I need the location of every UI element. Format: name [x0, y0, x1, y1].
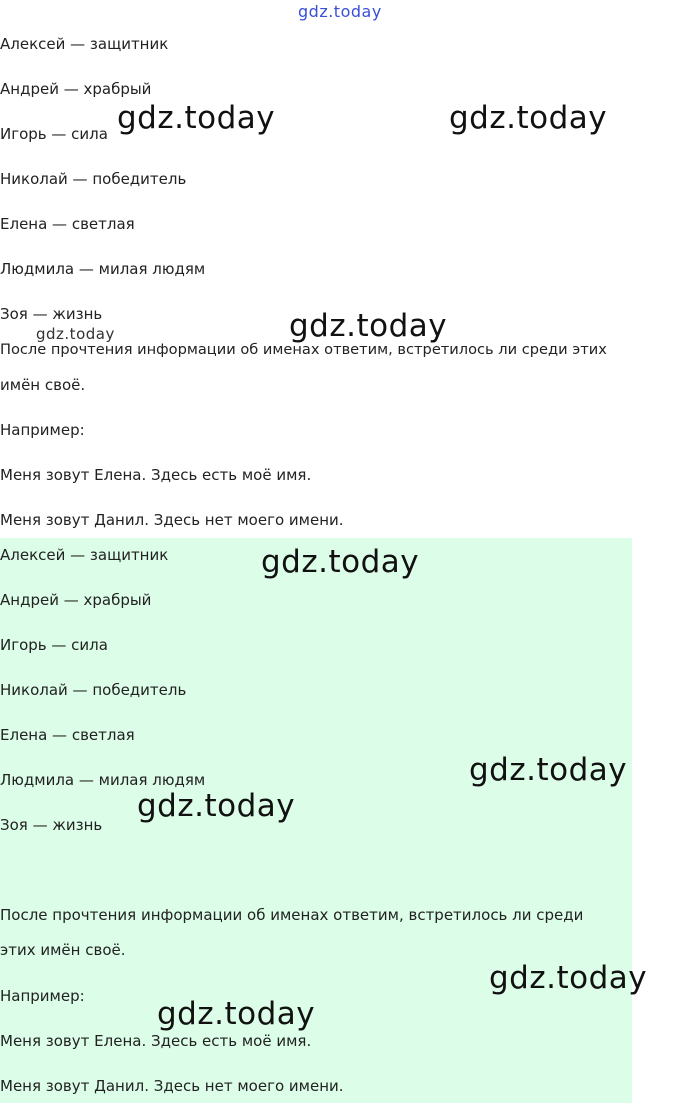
answer-name-line-1: Алексей — защитник — [0, 546, 169, 564]
answer-block — [0, 538, 632, 1103]
answer-name-line-4: Николай — победитель — [0, 681, 187, 699]
watermark-5: gdz.today — [469, 752, 628, 788]
task-question-line-2: имён своё. — [0, 376, 86, 394]
task-name-line-1: Алексей — защитник — [0, 35, 169, 53]
answer-name-line-6: Людмила — милая людям — [0, 771, 206, 789]
task-name-line-2: Андрей — храбрый — [0, 80, 152, 98]
task-name-line-6: Людмила — милая людям — [0, 260, 206, 278]
answer-example-2: Меня зовут Данил. Здесь нет моего имени. — [0, 1077, 344, 1095]
task-example-1: Меня зовут Елена. Здесь есть моё имя. — [0, 466, 312, 484]
answer-question-line-1: После прочтения информации об именах ответим, встретилось ли среди — [0, 906, 584, 924]
task-example-2: Меня зовут Данил. Здесь нет моего имени. — [0, 511, 344, 529]
answer-example-1: Меня зовут Елена. Здесь есть моё имя. — [0, 1032, 312, 1050]
task-name-line-4: Николай — победитель — [0, 170, 187, 188]
watermark-top: gdz.today — [298, 2, 382, 21]
watermark-8: gdz.today — [157, 996, 316, 1032]
task-question-line-1: После прочтения информации об именах ответим, встретилось ли среди этих — [0, 341, 607, 358]
answer-example-label: Например: — [0, 987, 85, 1005]
task-example-label: Например: — [0, 421, 85, 439]
answer-name-line-5: Елена — светлая — [0, 726, 135, 744]
watermark-7: gdz.today — [489, 960, 648, 996]
answer-name-line-3: Игорь — сила — [0, 636, 108, 654]
watermark-6: gdz.today — [137, 788, 296, 824]
answer-name-line-2: Андрей — храбрый — [0, 591, 152, 609]
task-name-line-3: Игорь — сила — [0, 125, 108, 143]
watermark-small: gdz.today — [36, 325, 115, 343]
answer-question-line-2: этих имён своё. — [0, 941, 126, 959]
watermark-3: gdz.today — [289, 308, 448, 344]
task-name-line-7: Зоя — жизнь — [0, 305, 103, 323]
task-name-line-5: Елена — светлая — [0, 215, 135, 233]
watermark-2: gdz.today — [449, 100, 608, 136]
watermark-4: gdz.today — [261, 544, 420, 580]
watermark-1: gdz.today — [117, 100, 276, 136]
answer-name-line-7: Зоя — жизнь — [0, 816, 103, 834]
